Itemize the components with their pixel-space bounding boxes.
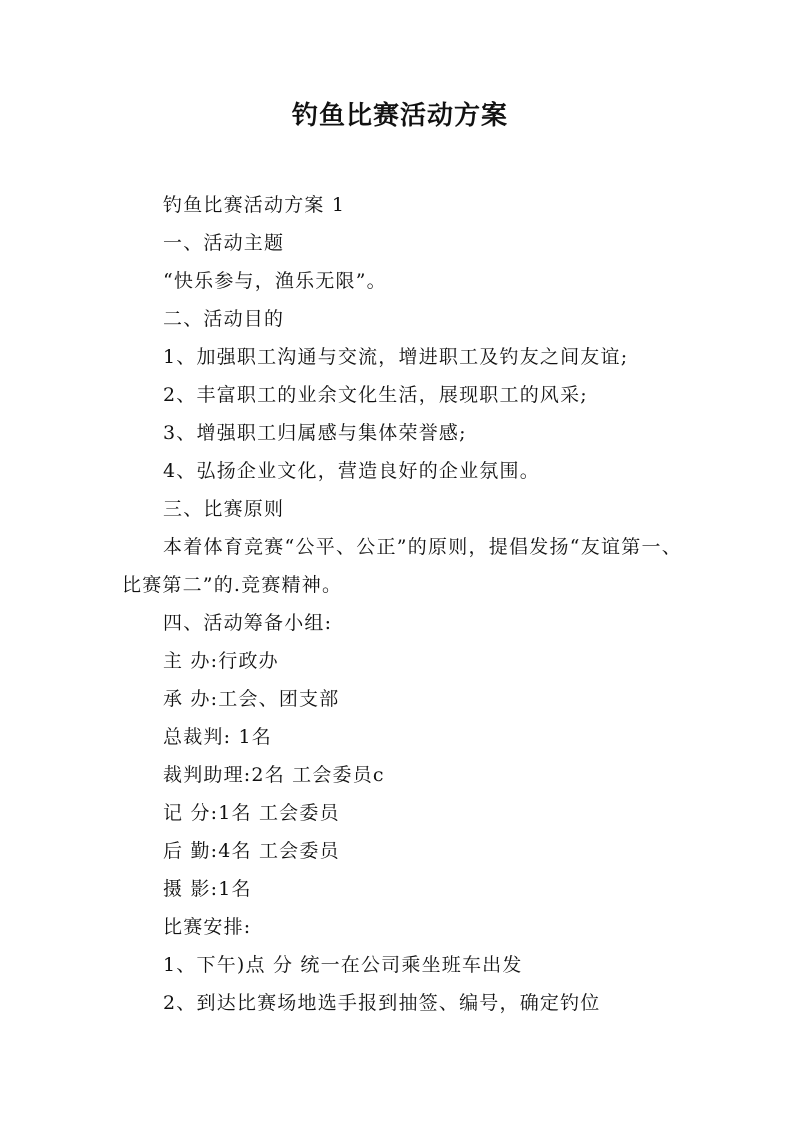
purpose-item-4: 4、弘扬企业文化，营造良好的企业氛围。 [163,460,540,482]
document-title: 钓鱼比赛活动方案 [291,101,508,131]
section-heading-purpose: 二、活动目的 [163,308,285,330]
schedule-item-1: 1、下午)点 分 统一在公司乘坐班车出发 [163,954,523,976]
organizer-host: 主 办:行政办 [163,650,279,672]
section-heading-principle: 三、比赛原则 [163,498,285,520]
scorekeeper: 记 分:1名 工会委员 [163,802,340,824]
principle-text: 本着体育竞赛“公平、公正”的原则，提倡发扬“友谊第一、比赛第二”的.竞赛精神。 [122,536,682,596]
section-heading-organizing-group: 四、活动筹备小组: [163,612,333,634]
referee-assistant: 裁判助理:2名 工会委员c [163,764,385,786]
theme-slogan: “快乐参与，渔乐无限”。 [163,270,387,292]
section-heading-schedule: 比赛安排: [163,916,252,938]
organizer-undertaker: 承 办:工会、团支部 [163,688,340,710]
schedule-item-2: 2、到达比赛场地选手报到抽签、编号，确定钓位 [163,992,601,1014]
chief-referee: 总裁判: 1名 [163,726,272,748]
purpose-item-3: 3、增强职工归属感与集体荣誉感; [163,422,467,444]
purpose-item-2: 2、丰富职工的业余文化生活，展现职工的风采; [163,384,588,406]
document-body [122,186,682,1022]
logistics: 后 勤:4名 工会委员 [163,840,340,862]
section-heading-theme: 一、活动主题 [163,232,285,254]
section-heading-plan-1: 钓鱼比赛活动方案 1 [163,194,346,216]
photography: 摄 影:1名 [163,878,252,900]
purpose-item-1: 1、加强职工沟通与交流，增进职工及钓友之间友谊; [163,346,629,368]
